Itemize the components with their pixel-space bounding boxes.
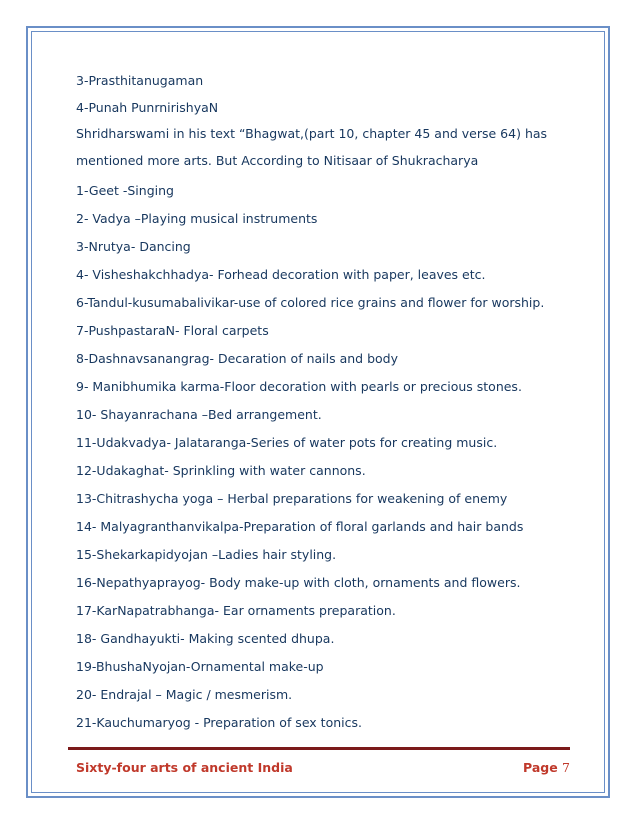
list-item: 3-Nrutya- Dancing	[76, 239, 191, 254]
page-number: 7	[562, 760, 570, 775]
list-item: 14- Malyagranthanvikalpa-Preparation of floral garlands and hair bands	[76, 519, 524, 534]
list-item: 6-Tandul-kusumabalivikar-use of colored rice grains and flower for worship.	[76, 295, 545, 310]
text-line: 3-Prasthitanugaman	[76, 73, 204, 88]
text-line: Shridharswami in his text “Bhagwat,(part 10, chapter 45 and verse 64) has	[76, 126, 548, 141]
page-label: Page	[523, 760, 558, 775]
footer-rule	[68, 747, 570, 750]
list-item: 10- Shayanrachana –Bed arrangement.	[76, 407, 322, 422]
list-item: 9- Manibhumika karma-Floor decoration with pearls or precious stones.	[76, 379, 522, 394]
list-item: 17-KarNapatrabhanga- Ear ornaments preparation.	[76, 603, 396, 618]
list-item: 7-PushpastaraN- Floral carpets	[76, 323, 269, 338]
list-item: 1-Geet -Singing	[76, 183, 174, 198]
text-line: 4-Punah PunrnirishyaN	[76, 100, 219, 115]
list-item: 8-Dashnavsanangrag- Decaration of nails and body	[76, 351, 398, 366]
list-item: 18- Gandhayukti- Making scented dhupa.	[76, 631, 335, 646]
list-item: 21-Kauchumaryog - Preparation of sex tonics.	[76, 715, 362, 730]
list-item: 2- Vadya –Playing musical instruments	[76, 211, 318, 226]
list-item: 11-Udakvadya- Jalataranga-Series of water pots for creating music.	[76, 435, 498, 450]
list-item: 20- Endrajal – Magic / mesmerism.	[76, 687, 293, 702]
list-item: 13-Chitrashycha yoga – Herbal preparations for weakening of enemy	[76, 491, 508, 506]
list-item: 4- Visheshakchhadya- Forhead decoration with paper, leaves etc.	[76, 267, 486, 282]
list-item: 19-BhushaNyojan-Ornamental make-up	[76, 659, 324, 674]
list-item: 15-Shekarkapidyojan –Ladies hair styling.	[76, 547, 337, 562]
page-number-label	[523, 760, 570, 775]
list-item: 16-Nepathyaprayog- Body make-up with cloth, ornaments and flowers.	[76, 575, 521, 590]
footer-title: Sixty-four arts of ancient India	[76, 760, 293, 775]
list-item: 12-Udakaghat- Sprinkling with water cannons.	[76, 463, 366, 478]
text-line: mentioned more arts. But According to Nitisaar of Shukracharya	[76, 153, 479, 168]
